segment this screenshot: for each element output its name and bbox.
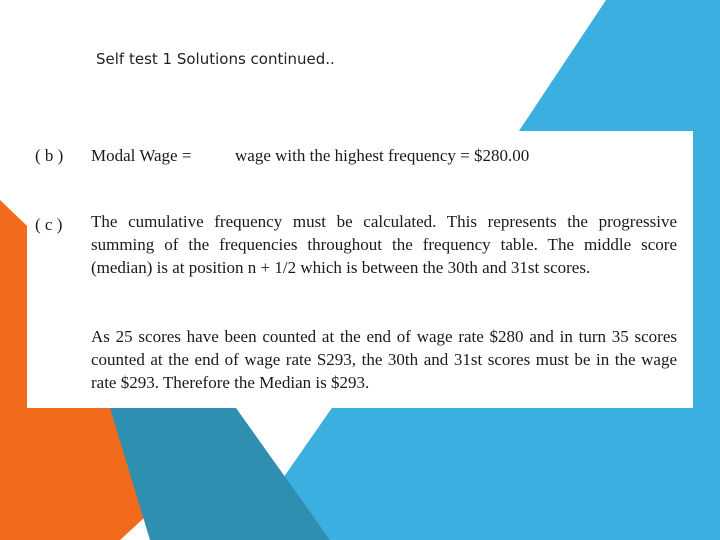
median-conclusion-paragraph: As 25 scores have been counted at the end of wage rate $280 and in turn 35 scores counted at the end of wage rate S293, the 30th and 31st scores must be in the wage rate $293. Therefore the Median is $293. (91, 327, 677, 392)
median-explanation-paragraph: The cumulative frequency must be calculated. This represents the progressive summing of the frequencies throughout the frequency table. The middle score (median) is at position n + 1/2 which is between the 30th and 31st scores. (91, 212, 677, 277)
slide-title: Self test 1 Solutions continued.. (96, 50, 335, 68)
modal-wage-term: Modal Wage = (91, 146, 192, 165)
modal-wage-definition: wage with the highest frequency = $280.00 (235, 146, 530, 165)
solution-panel (27, 131, 693, 408)
part-c-label: ( c ) (35, 215, 63, 234)
part-b-label: ( b ) (35, 146, 64, 165)
